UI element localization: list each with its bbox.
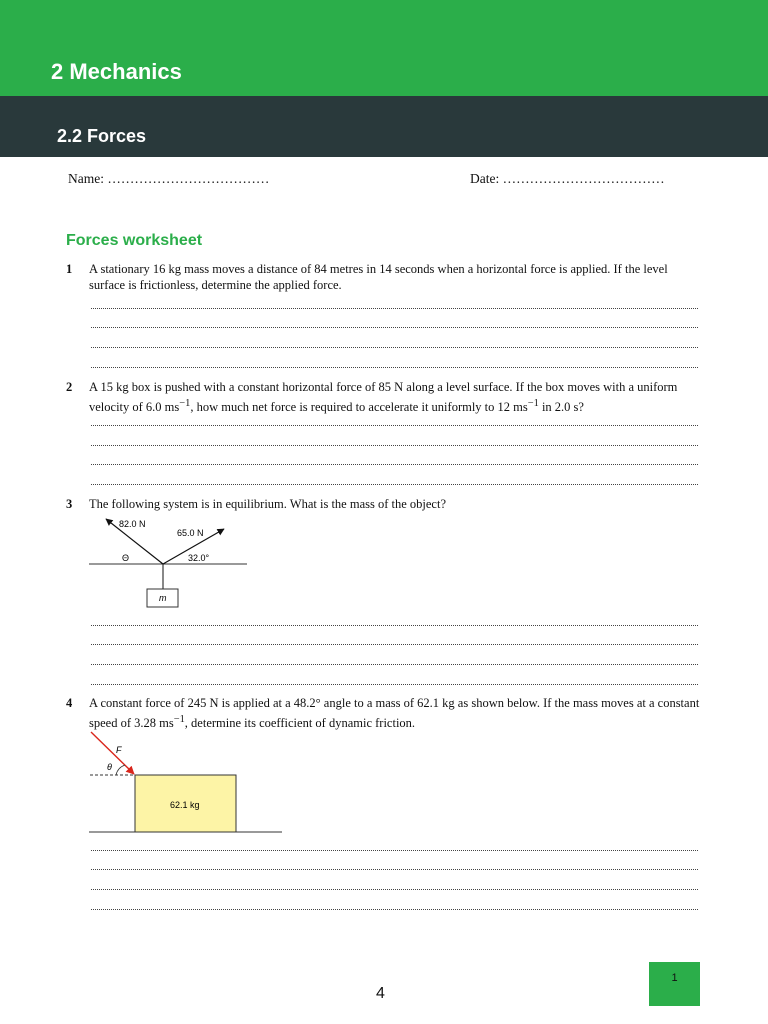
section-title: 2.2 Forces xyxy=(57,126,147,146)
equilibrium-diagram xyxy=(80,512,260,612)
question-3-number: 3 xyxy=(66,497,73,511)
answer-line xyxy=(91,850,698,851)
question-4-number: 4 xyxy=(66,696,73,710)
answer-line xyxy=(91,664,698,665)
page-number: 4 xyxy=(376,985,385,1002)
answer-line xyxy=(91,367,698,368)
answer-line xyxy=(91,464,698,465)
label-angle: 32.0° xyxy=(188,553,210,563)
label-force-left: 82.0 N xyxy=(119,519,146,529)
friction-diagram xyxy=(80,728,290,838)
answer-line xyxy=(91,909,698,910)
question-2-text-part: in 2.0 s? xyxy=(538,399,584,414)
date-dots: ……………………………… xyxy=(502,171,665,186)
answer-line xyxy=(91,889,698,890)
angle-arc xyxy=(116,765,125,775)
answer-line xyxy=(91,869,698,870)
question-1-text: A stationary 16 kg mass moves a distance of 84 metres in 14 seconds when a horizontal force is applied. If the level surface is frictionless, determine the applied force. xyxy=(89,262,668,292)
superscript: −1 xyxy=(173,713,185,725)
question-4-text xyxy=(89,696,701,731)
superscript: −1 xyxy=(527,397,539,409)
worksheet-title: Forces worksheet xyxy=(66,232,203,249)
question-3-text: The following system is in equilibrium. What is the mass of the object? xyxy=(89,497,447,511)
question-2-text-part: , how much net force is required to accelerate it uniformly to 12 ms xyxy=(190,399,528,414)
corner-badge xyxy=(649,962,700,1006)
label-force: F xyxy=(116,745,122,755)
answer-line xyxy=(91,644,698,645)
label-block-mass: 62.1 kg xyxy=(170,800,200,810)
name-dots: ……………………………… xyxy=(107,171,270,186)
label-theta: θ xyxy=(107,762,112,772)
corner-number: 1 xyxy=(671,972,678,984)
question-2-text xyxy=(89,380,701,415)
question-1-number: 1 xyxy=(66,262,73,276)
answer-line xyxy=(91,327,698,328)
label-mass: m xyxy=(159,593,167,603)
question-2-number: 2 xyxy=(66,380,73,394)
answer-line xyxy=(91,445,698,446)
question-4-text-part: A constant force of 245 N is applied at a 48.2° angle to a mass of 62.1 kg as shown below. If the mass moves at a constant speed of 3.28 ms xyxy=(89,696,700,730)
answer-line xyxy=(91,425,698,426)
question-4-text-part: , determine its coefficient of dynamic friction. xyxy=(184,715,416,730)
name-label: Name: xyxy=(68,171,104,186)
force-arrow xyxy=(91,732,134,774)
answer-line xyxy=(91,684,698,685)
name-field xyxy=(68,171,269,187)
answer-line xyxy=(91,484,698,485)
label-force-right: 65.0 N xyxy=(177,528,204,538)
superscript: −1 xyxy=(179,397,191,409)
date-field xyxy=(470,171,665,187)
answer-line xyxy=(91,347,698,348)
answer-line xyxy=(91,625,698,626)
label-theta: Θ xyxy=(122,553,130,563)
chapter-title: 2 Mechanics xyxy=(51,59,182,84)
answer-line xyxy=(91,308,698,309)
question-2-text-part: A 15 kg box is pushed with a constant horizontal force of 85 N along a level surface. If the box moves with a uniform velocity of 6.0 ms xyxy=(89,380,678,414)
date-label: Date: xyxy=(470,171,500,186)
